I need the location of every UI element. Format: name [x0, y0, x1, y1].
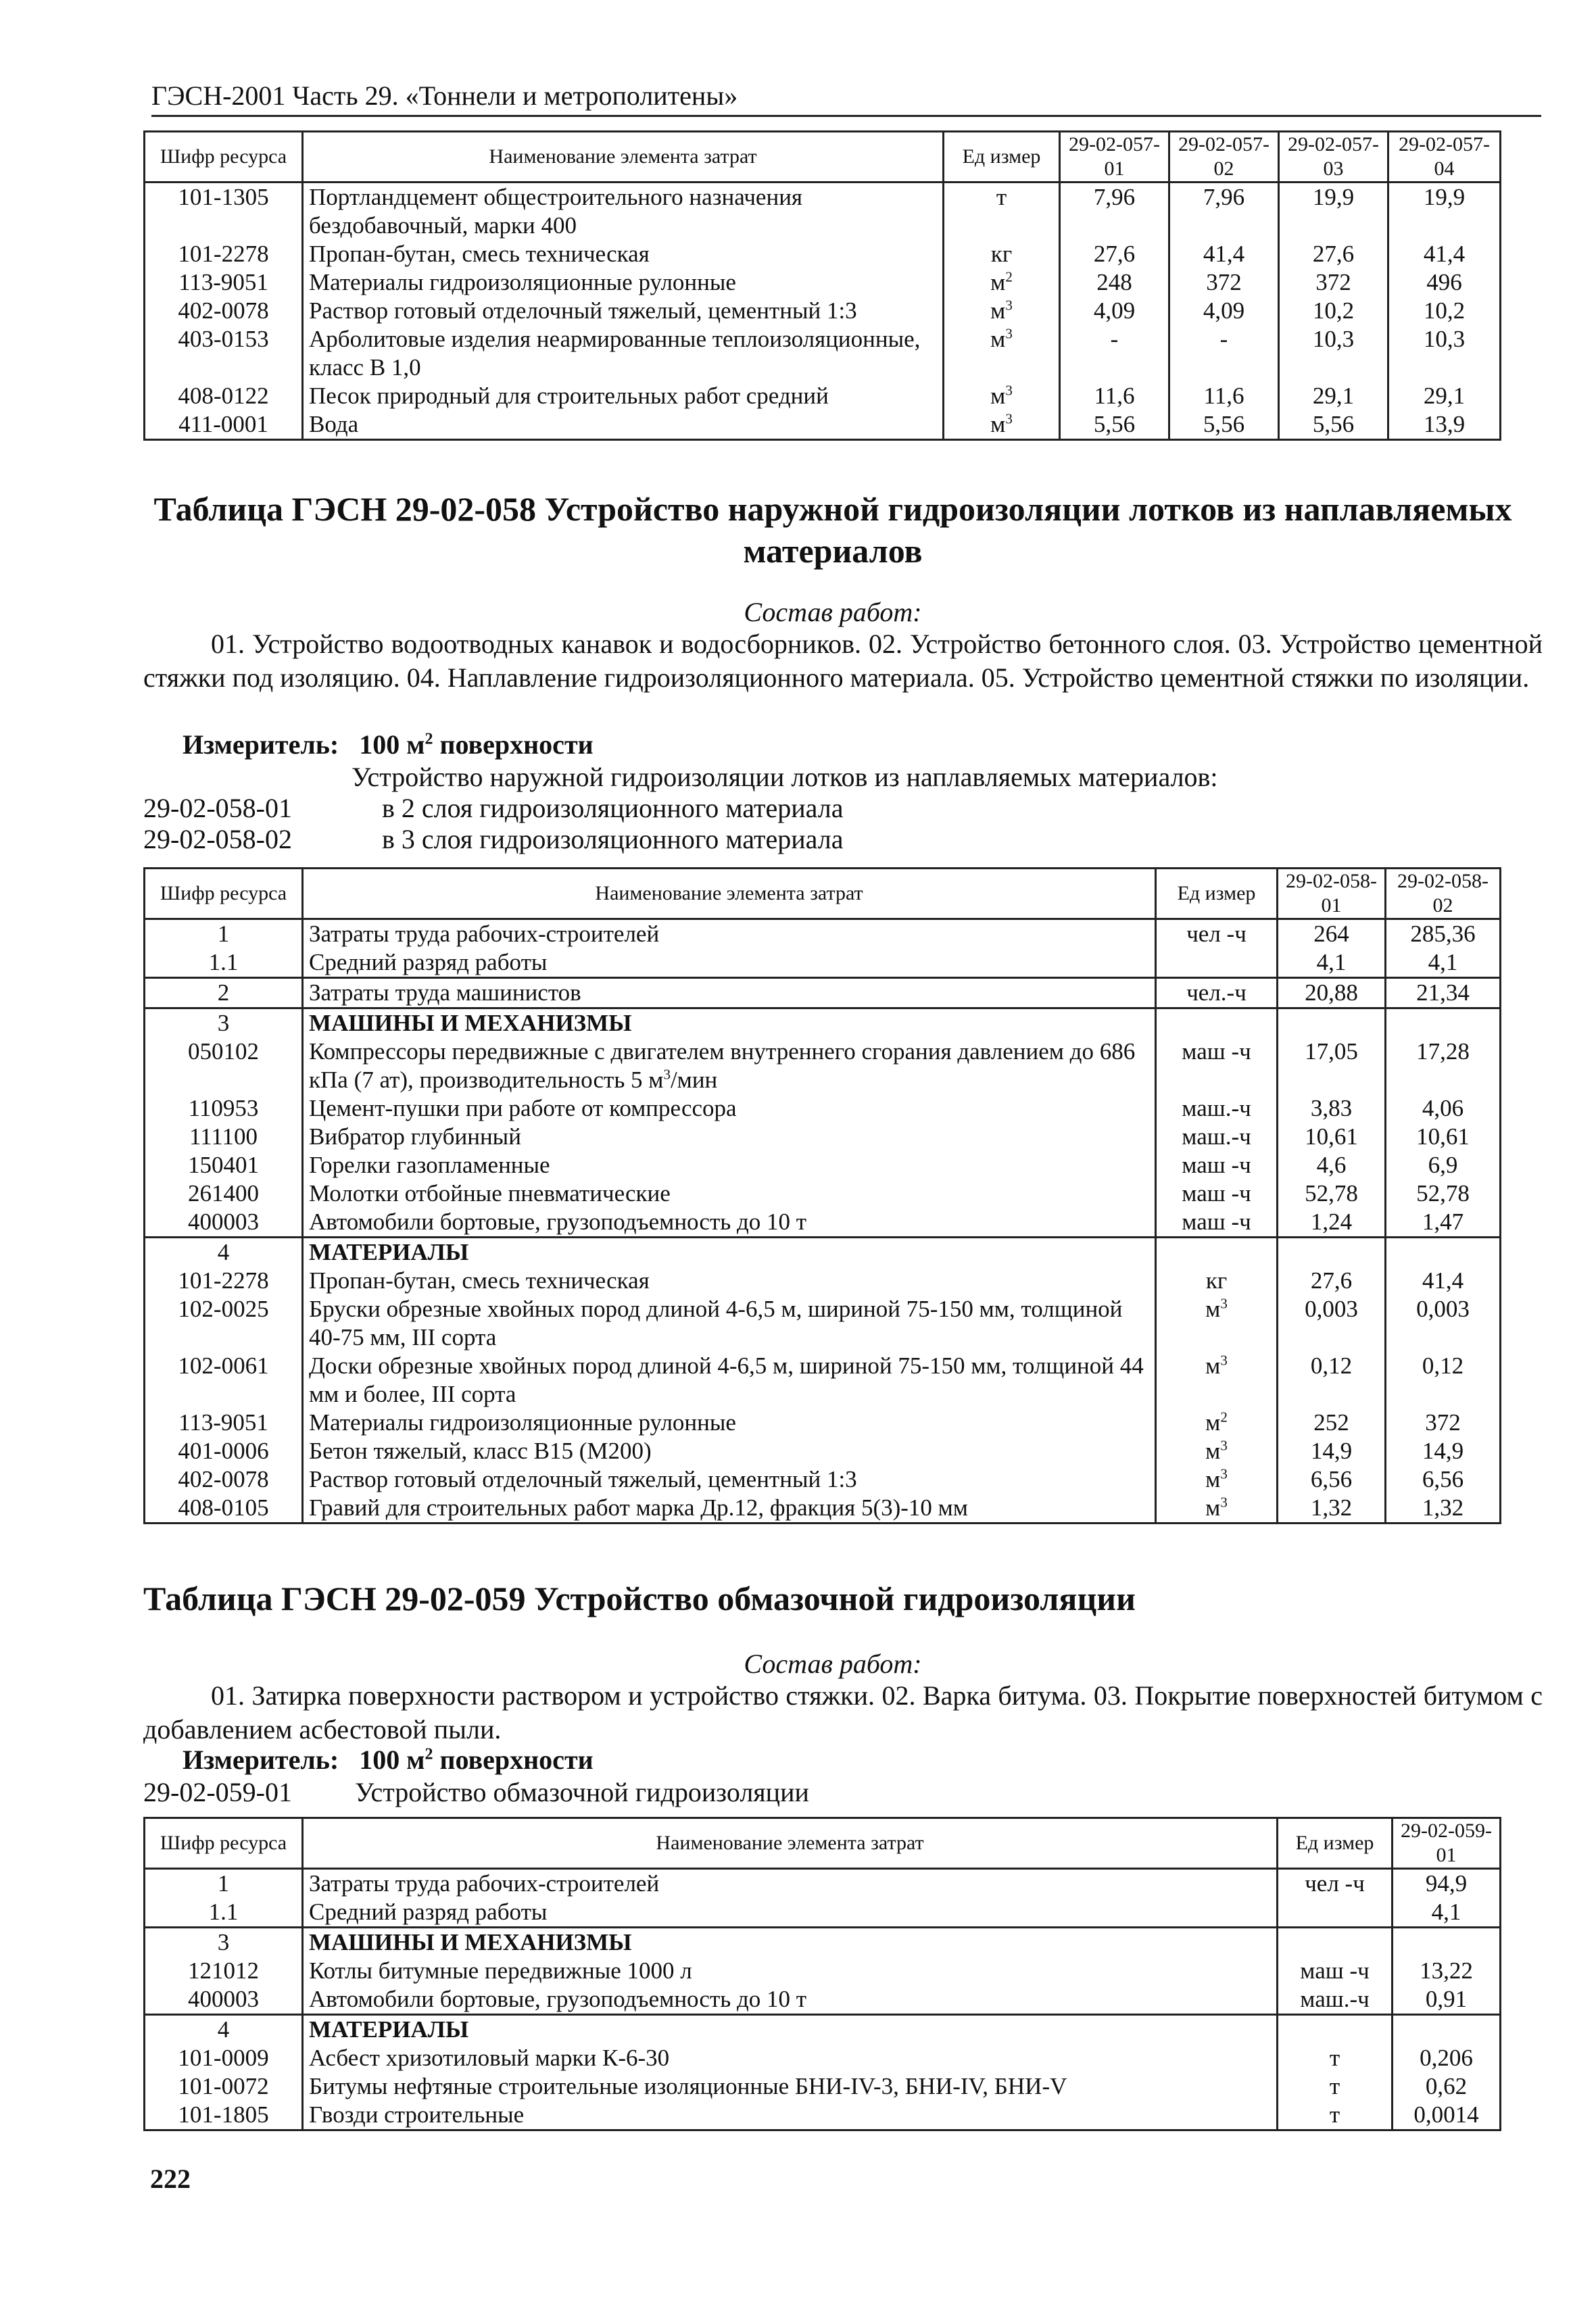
value-cell: -	[1169, 325, 1279, 382]
resource-code-cell: 1.1	[145, 948, 303, 978]
resource-name-cell: МАШИНЫ И МЕХАНИЗМЫ	[303, 1008, 1156, 1038]
resource-name-cell: МАШИНЫ И МЕХАНИЗМЫ	[303, 1928, 1278, 1957]
value-cell: 41,4	[1388, 240, 1501, 268]
value-cell: 19,9	[1279, 182, 1388, 241]
column-header: Наименование элемента затрат	[303, 132, 944, 182]
resource-table-057	[143, 130, 1501, 441]
resource-code-cell: 408-0122	[145, 382, 303, 410]
value-cell: 0,12	[1386, 1352, 1501, 1409]
resource-code-cell: 101-1305	[145, 182, 303, 241]
value-cell	[1393, 1928, 1501, 1957]
work-composition-text: 01. Затирка поверхности раствором и устройство стяжки. 02. Варка битума. 03. Покрытие поверхностей битумом с добавлением асбестовой пыли.	[143, 1680, 1543, 1745]
resource-code-cell: 101-0072	[145, 2072, 303, 2101]
value-cell: 0,12	[1278, 1352, 1386, 1409]
unit-cell: маш -ч	[1156, 1179, 1278, 1208]
column-header: Шифр ресурса	[145, 1818, 303, 1869]
value-cell: 372	[1279, 268, 1388, 297]
resource-name-cell: Цемент-пушки при работе от компрессора	[303, 1094, 1156, 1123]
resource-code-cell: 102-0061	[145, 1352, 303, 1409]
value-cell: 11,6	[1169, 382, 1279, 410]
resource-name-cell: Пропан-бутан, смесь техническая	[303, 1267, 1156, 1295]
unit-cell: $м^3$	[944, 382, 1060, 410]
resource-code-cell: 121012	[145, 1957, 303, 1985]
resource-name-cell: Раствор готовый отделочный тяжелый, цементный 1:3	[303, 297, 944, 325]
value-cell: 248	[1060, 268, 1169, 297]
value-cell: 27,6	[1279, 240, 1388, 268]
value-cell: 1,47	[1386, 1208, 1501, 1238]
value-cell: 10,2	[1279, 297, 1388, 325]
resource-code-cell: 3	[145, 1928, 303, 1957]
resource-name-cell: Затраты труда машинистов	[303, 978, 1156, 1008]
unit-cell	[1278, 1898, 1393, 1928]
table-row	[145, 2044, 1501, 2072]
table-row	[145, 1295, 1501, 1352]
value-cell: 52,78	[1386, 1179, 1501, 1208]
resource-code-cell: 403-0153	[145, 325, 303, 382]
meter-value: 100 м	[359, 729, 425, 760]
value-cell: 0,003	[1386, 1295, 1501, 1352]
value-cell: 4,1	[1278, 948, 1386, 978]
value-cell: 5,56	[1279, 410, 1388, 440]
unit-cell: кг	[944, 240, 1060, 268]
value-cell: 52,78	[1278, 1179, 1386, 1208]
value-cell	[1278, 1008, 1386, 1038]
resource-code-cell: 1	[145, 1869, 303, 1899]
norm-description: Устройство обмазочной гидроизоляции	[355, 1777, 809, 1807]
value-cell: 496	[1388, 268, 1501, 297]
resource-code-cell: 101-2278	[145, 1267, 303, 1295]
resource-name-cell: Песок природный для строительных работ средний	[303, 382, 944, 410]
value-cell: 372	[1169, 268, 1279, 297]
resource-name-cell: Материалы гидроизоляционные рулонные	[303, 1409, 1156, 1437]
value-cell: 17,28	[1386, 1038, 1501, 1094]
resource-code-cell: 050102	[145, 1038, 303, 1094]
value-cell: 0,91	[1393, 1985, 1501, 2015]
unit-cell: $м^3$	[1156, 1494, 1278, 1524]
value-cell: 14,9	[1278, 1437, 1386, 1465]
value-cell: 21,34	[1386, 978, 1501, 1008]
unit-cell: $м^3$	[1156, 1437, 1278, 1465]
resource-code-cell: 402-0078	[145, 297, 303, 325]
resource-name-cell: Автомобили бортовые, грузоподъемность до 10 т	[303, 1985, 1278, 2015]
value-cell: 10,61	[1278, 1123, 1386, 1151]
resource-name-cell: Средний разряд работы	[303, 948, 1156, 978]
value-cell: 6,56	[1278, 1465, 1386, 1494]
value-cell: 0,0014	[1393, 2101, 1501, 2130]
unit-cell: т	[1278, 2101, 1393, 2130]
resource-name-cell: Гравий для строительных работ марка Др.12, фракция 5(3)-10 мм	[303, 1494, 1156, 1524]
table-row	[145, 182, 1501, 241]
unit-cell: чел -ч	[1278, 1869, 1393, 1899]
value-cell: 94,9	[1393, 1869, 1501, 1899]
unit-cell: $м^3$	[944, 297, 1060, 325]
resource-name-cell: Бетон тяжелый, класс В15 (М200)	[303, 1437, 1156, 1465]
norm-intro: Устройство наружной гидроизоляции лотков из наплавляемых материалов:	[352, 762, 1218, 792]
resource-code-cell: 400003	[145, 1985, 303, 2015]
resource-name-cell: Бруски обрезные хвойных пород длиной 4-6,5 м, шириной 75-150 мм, толщиной 40-75 мм, III сорта	[303, 1295, 1156, 1352]
table-title-059: Таблица ГЭСН 29-02-059 Устройство обмазочной гидроизоляции	[143, 1580, 1136, 1617]
resource-code-cell: 2	[145, 978, 303, 1008]
column-header: 29-02-057-04	[1388, 132, 1501, 182]
resource-name-cell: Вода	[303, 410, 944, 440]
column-header: 29-02-057-03	[1279, 132, 1388, 182]
resource-name-cell: Молотки отбойные пневматические	[303, 1179, 1156, 1208]
value-cell: 0,003	[1278, 1295, 1386, 1352]
column-header: Ед измер	[1278, 1818, 1393, 1869]
value-cell: 0,206	[1393, 2044, 1501, 2072]
value-cell: 20,88	[1278, 978, 1386, 1008]
table-row	[145, 1465, 1501, 1494]
norm-code: 29-02-058-02	[143, 824, 292, 854]
value-cell: 11,6	[1060, 382, 1169, 410]
resource-code-cell: 102-0025	[145, 1295, 303, 1352]
work-composition-label: Состав работ:	[744, 597, 922, 627]
column-header: Ед измер	[1156, 869, 1278, 919]
value-cell: 13,22	[1393, 1957, 1501, 1985]
resource-code-cell: 411-0001	[145, 410, 303, 440]
value-cell: 0,62	[1393, 2072, 1501, 2101]
resource-name-cell: Материалы гидроизоляционные рулонные	[303, 268, 944, 297]
table-header-row	[145, 869, 1501, 919]
table-row	[145, 1985, 1501, 2015]
meter-label: Измеритель:	[183, 729, 339, 760]
value-cell: 29,1	[1279, 382, 1388, 410]
unit-cell: кг	[1156, 1267, 1278, 1295]
value-cell: 10,61	[1386, 1123, 1501, 1151]
unit-cell	[1278, 2015, 1393, 2045]
meter-unit-tail: поверхности	[433, 729, 594, 760]
table-row	[145, 948, 1501, 978]
page-number: 222	[150, 2164, 191, 2194]
column-header: 29-02-058-01	[1278, 869, 1386, 919]
unit-cell: маш -ч	[1156, 1151, 1278, 1179]
column-header: Наименование элемента затрат	[303, 1818, 1278, 1869]
resource-name-cell: Портландцемент общестроительного назначения бездобавочный, марки 400	[303, 182, 944, 241]
meter-unit-power: 2	[425, 1745, 433, 1763]
unit-cell: $м^3$	[1156, 1352, 1278, 1409]
value-cell: 1,24	[1278, 1208, 1386, 1238]
value-cell: 29,1	[1388, 382, 1501, 410]
column-header: 29-02-058-02	[1386, 869, 1501, 919]
norm-code: 29-02-059-01	[143, 1777, 292, 1807]
resource-name-cell: Вибратор глубинный	[303, 1123, 1156, 1151]
unit-cell: $м^2$	[1156, 1409, 1278, 1437]
resource-code-cell: 408-0105	[145, 1494, 303, 1524]
value-cell: 5,56	[1169, 410, 1279, 440]
unit-cell: чел -ч	[1156, 919, 1278, 949]
table-row	[145, 240, 1501, 268]
unit-cell: т	[1278, 2072, 1393, 2101]
value-cell: 4,09	[1060, 297, 1169, 325]
column-header: 29-02-057-02	[1169, 132, 1279, 182]
value-cell: 19,9	[1388, 182, 1501, 241]
value-cell: 4,06	[1386, 1094, 1501, 1123]
resource-name-cell: Затраты труда рабочих-строителей	[303, 919, 1156, 949]
unit-cell	[1156, 1008, 1278, 1038]
table-row	[145, 1494, 1501, 1524]
table-row	[145, 1437, 1501, 1465]
meter-line	[183, 729, 594, 761]
norm-description: в 3 слоя гидроизоляционного материала	[382, 824, 844, 854]
resource-code-cell: 261400	[145, 1179, 303, 1208]
resource-code-cell: 1	[145, 919, 303, 949]
table-row	[145, 1008, 1501, 1038]
unit-cell: маш.-ч	[1156, 1094, 1278, 1123]
resource-name-cell: Доски обрезные хвойных пород длиной 4-6,5 м, шириной 75-150 мм, толщиной 44 мм и более, III сорта	[303, 1352, 1156, 1409]
column-header: Наименование элемента затрат	[303, 869, 1156, 919]
resource-code-cell: 110953	[145, 1094, 303, 1123]
unit-cell: маш.-ч	[1156, 1123, 1278, 1151]
column-header: 29-02-057-01	[1060, 132, 1169, 182]
table-row	[145, 268, 1501, 297]
table-row	[145, 1352, 1501, 1409]
value-cell: 4,1	[1393, 1898, 1501, 1928]
unit-cell: чел.-ч	[1156, 978, 1278, 1008]
unit-cell	[1278, 1928, 1393, 1957]
value-cell: 264	[1278, 919, 1386, 949]
table-row	[145, 1869, 1501, 1899]
unit-cell: маш -ч	[1278, 1957, 1393, 1985]
resource-name-cell: Автомобили бортовые, грузоподъемность до 10 т	[303, 1208, 1156, 1238]
unit-cell: маш -ч	[1156, 1038, 1278, 1094]
table-row	[145, 1208, 1501, 1238]
value-cell: 10,3	[1279, 325, 1388, 382]
table-row	[145, 1238, 1501, 1267]
value-cell: 41,4	[1386, 1267, 1501, 1295]
resource-name-cell: Раствор готовый отделочный тяжелый, цементный 1:3	[303, 1465, 1156, 1494]
resource-code-cell: 3	[145, 1008, 303, 1038]
table-row	[145, 297, 1501, 325]
table-row	[145, 919, 1501, 949]
unit-cell	[1156, 948, 1278, 978]
value-cell: 3,83	[1278, 1094, 1386, 1123]
value-cell: 285,36	[1386, 919, 1501, 949]
table-header-row	[145, 1818, 1501, 1869]
resource-code-cell: 111100	[145, 1123, 303, 1151]
column-header: 29-02-059-01	[1393, 1818, 1501, 1869]
table-row	[145, 1179, 1501, 1208]
resource-table-058	[143, 867, 1501, 1524]
unit-cell: т	[1278, 2044, 1393, 2072]
unit-cell: $м^2$	[944, 268, 1060, 297]
resource-code-cell: 401-0006	[145, 1437, 303, 1465]
unit-cell: маш.-ч	[1278, 1985, 1393, 2015]
unit-cell	[1156, 1238, 1278, 1267]
value-cell: 4,1	[1386, 948, 1501, 978]
value-cell: 7,96	[1169, 182, 1279, 241]
table-row	[145, 1898, 1501, 1928]
value-cell	[1278, 1238, 1386, 1267]
table-row	[145, 1151, 1501, 1179]
value-cell: 6,56	[1386, 1465, 1501, 1494]
resource-code-cell: 101-1805	[145, 2101, 303, 2130]
table-row	[145, 1409, 1501, 1437]
table-title-058: Таблица ГЭСН 29-02-058 Устройство наружной гидроизоляции лотков из наплавляемых материалов	[153, 490, 1512, 570]
resource-name-cell: Компрессоры передвижные с двигателем внутреннего сгорания давлением до 686 кПа (7 ат), производительность 5 $м^3$/мин	[303, 1038, 1156, 1094]
norm-description: в 2 слоя гидроизоляционного материала	[382, 793, 844, 823]
value-cell: 14,9	[1386, 1437, 1501, 1465]
unit-cell: $м^3$	[1156, 1465, 1278, 1494]
table-row	[145, 325, 1501, 382]
column-header: Шифр ресурса	[145, 132, 303, 182]
value-cell: 6,9	[1386, 1151, 1501, 1179]
resource-code-cell: 402-0078	[145, 1465, 303, 1494]
value-cell: 17,05	[1278, 1038, 1386, 1094]
resource-code-cell: 113-9051	[145, 1409, 303, 1437]
unit-cell: $м^3$	[944, 410, 1060, 440]
resource-code-cell: 4	[145, 1238, 303, 1267]
value-cell: 252	[1278, 1409, 1386, 1437]
value-cell	[1386, 1238, 1501, 1267]
resource-code-cell: 4	[145, 2015, 303, 2045]
resource-code-cell: 101-0009	[145, 2044, 303, 2072]
unit-cell: маш -ч	[1156, 1208, 1278, 1238]
table-row	[145, 1094, 1501, 1123]
work-composition-label: Состав работ:	[744, 1649, 922, 1679]
table-row	[145, 1038, 1501, 1094]
table-row	[145, 410, 1501, 440]
meter-line	[183, 1744, 594, 1776]
value-cell: 27,6	[1060, 240, 1169, 268]
resource-name-cell: МАТЕРИАЛЫ	[303, 2015, 1278, 2045]
table-row	[145, 2101, 1501, 2130]
table-row	[145, 978, 1501, 1008]
resource-name-cell: Арболитовые изделия неармированные теплоизоляционные, класс В 1,0	[303, 325, 944, 382]
resource-name-cell: Средний разряд работы	[303, 1898, 1278, 1928]
resource-name-cell: Асбест хризотиловый марки К-6-30	[303, 2044, 1278, 2072]
value-cell	[1386, 1008, 1501, 1038]
table-row	[145, 1928, 1501, 1957]
value-cell: 1,32	[1278, 1494, 1386, 1524]
resource-name-cell: Битумы нефтяные строительные изоляционные БНИ-IV-3, БНИ-IV, БНИ-V	[303, 2072, 1278, 2101]
resource-name-cell: Котлы битумные передвижные 1000 л	[303, 1957, 1278, 1985]
table-row	[145, 2072, 1501, 2101]
unit-cell: $м^3$	[1156, 1295, 1278, 1352]
unit-cell: $м^3$	[944, 325, 1060, 382]
resource-code-cell: 113-9051	[145, 268, 303, 297]
value-cell: 1,32	[1386, 1494, 1501, 1524]
table-row	[145, 382, 1501, 410]
resource-code-cell: 400003	[145, 1208, 303, 1238]
table-header-row	[145, 132, 1501, 182]
unit-cell: т	[944, 182, 1060, 241]
value-cell: 5,56	[1060, 410, 1169, 440]
resource-name-cell: Гвозди строительные	[303, 2101, 1278, 2130]
value-cell: 372	[1386, 1409, 1501, 1437]
resource-name-cell: МАТЕРИАЛЫ	[303, 1238, 1156, 1267]
meter-label: Измеритель:	[183, 1745, 339, 1775]
table-row	[145, 1123, 1501, 1151]
resource-code-cell: 101-2278	[145, 240, 303, 268]
value-cell: 10,3	[1388, 325, 1501, 382]
resource-name-cell: Затраты труда рабочих-строителей	[303, 1869, 1278, 1899]
resource-name-cell: Горелки газопламенные	[303, 1151, 1156, 1179]
running-header: ГЭСН-2001 Часть 29. «Тоннели и метрополитены»	[151, 80, 1541, 117]
value-cell: 10,2	[1388, 297, 1501, 325]
value-cell: 7,96	[1060, 182, 1169, 241]
column-header: Ед измер	[944, 132, 1060, 182]
value-cell: 41,4	[1169, 240, 1279, 268]
table-row	[145, 1267, 1501, 1295]
column-header: Шифр ресурса	[145, 869, 303, 919]
value-cell: 4,09	[1169, 297, 1279, 325]
value-cell: 27,6	[1278, 1267, 1386, 1295]
value-cell: 4,6	[1278, 1151, 1386, 1179]
resource-code-cell: 1.1	[145, 1898, 303, 1928]
resource-code-cell: 150401	[145, 1151, 303, 1179]
table-row	[145, 1957, 1501, 1985]
meter-value: 100 м	[359, 1745, 425, 1775]
value-cell: -	[1060, 325, 1169, 382]
resource-table-059	[143, 1817, 1501, 2131]
resource-name-cell: Пропан-бутан, смесь техническая	[303, 240, 944, 268]
work-composition-text: 01. Устройство водоотводных канавок и водосборников. 02. Устройство бетонного слоя. 03. Устройство цементной стяжки под изоляцию. 04. Наплавление гидроизоляционного материала. 05. Устройство цементной стяжки по изоляции.	[143, 629, 1543, 693]
norm-code: 29-02-058-01	[143, 793, 292, 823]
value-cell: 13,9	[1388, 410, 1501, 440]
table-row	[145, 2015, 1501, 2045]
value-cell	[1393, 2015, 1501, 2045]
meter-unit-tail: поверхности	[433, 1745, 594, 1775]
meter-unit-power: 2	[425, 730, 433, 748]
